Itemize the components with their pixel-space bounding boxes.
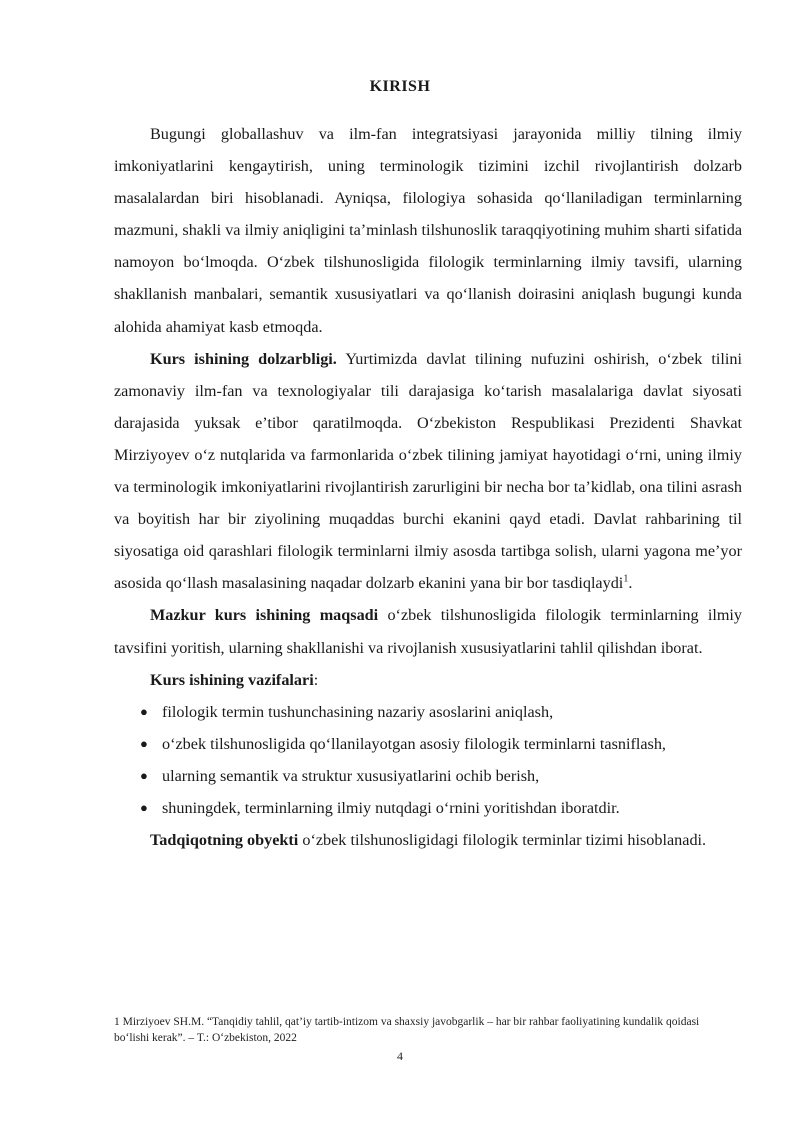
list-item-text: filologik termin tushunchasining nazariy asoslarini aniqlash,	[162, 702, 554, 721]
goal-text: o‘zbek tilshunosligida filologik terminlarning ilmiy tavsifini yoritish, ularning shakllanishi va rivojlanish xususiyatlarini tahlil qilishdan iborat.	[114, 606, 742, 657]
relevance-end: .	[628, 574, 633, 593]
list-item	[114, 792, 742, 824]
tasks-heading: Kurs ishining vazifalari	[150, 670, 314, 689]
body-text	[114, 118, 742, 856]
list-item-text: o‘zbek tilshunosligida qo‘llanilayotgan asosiy filologik terminlarni tasniflash,	[162, 734, 666, 753]
section-title: KIRISH	[369, 78, 431, 95]
list-item	[114, 760, 742, 792]
bullet-icon: ●	[140, 703, 148, 719]
object-paragraph	[114, 824, 742, 856]
page-number: 4	[397, 1049, 403, 1063]
footnote-text: Mirziyoev SH.M. “Tanqidiy tahlil, qat’iy tartib-intizom va shaxsiy javobgarlik – har bir rahbar faoliyatining kundalik qoidasi bo‘lishi kerak”. – T.: O‘zbekiston, 2022	[114, 1016, 700, 1044]
bullet-icon: ●	[140, 735, 148, 751]
intro-paragraph: Bugungi globallashuv va ilm-fan integratsiyasi jarayonida milliy tilning ilmiy imkoniyatlarini kengaytirish, uning terminologik tizimini izchil rivojlantirish dolzarb masalalardan biri hisoblanadi. Ayniqsa, filologiya sohasida qo‘llaniladigan terminlarning mazmuni, shakli va ilmiy aniqligini ta’minlash tilshunoslik taraqqiyotining muhim sharti sifatida namoyon bo‘lmoqda. O‘zbek tilshunosligida filologik terminlarning ilmiy tavsifi, ularning shakllanish manbalari, semantik xususiyatlari va qo‘llanish doirasini aniqlash bugungi kunda alohida ahamiyat kasb etmoqda.	[114, 125, 742, 336]
relevance-paragraph	[114, 343, 742, 600]
object-text: o‘zbek tilshunosligidagi filologik terminlar tizimi hisoblanadi.	[298, 831, 707, 850]
goal-paragraph	[114, 599, 742, 663]
footnote-number: 1	[114, 1016, 120, 1028]
relevance-text: Yurtimizda davlat tilining nufuzini oshirish, o‘zbek tilini zamonaviy ilm-fan va texnologiyalar tili darajasiga ko‘tarish masalalariga davlat siyosati darajasida yuksak e’tibor qaratilmoqda. O‘zbekiston Respublikasi Prezidenti Shavkat Mirziyoyev o‘z nutqlarida va farmonlarida o‘zbek tilining jamiyat hayotidagi o‘rni, uning ilmiy va terminologik imkoniyatlarini rivojlantirish zarurligini bir necha bor ta’kidlab, ona tilini asrash va boyitish har bir ziyolining muqaddas burchi ekanini qayd etadi. Davlat rahbarining til siyosatiga oid qarashlari filologik terminlarni ilmiy asosda tartibga solish, ularni yagona me’yor asosida qo‘llash masalasining naqadar dolzarb ekanini yana bir bor tasdiqlaydi	[114, 349, 742, 593]
relevance-heading: Kurs ishining dolzarbligi.	[150, 349, 337, 368]
tasks-list	[114, 696, 742, 824]
list-item	[114, 728, 742, 760]
footnote	[114, 1015, 734, 1046]
goal-heading: Mazkur kurs ishining maqsadi	[150, 606, 379, 625]
list-item-text: ularning semantik va struktur xususiyatlarini ochib berish,	[162, 766, 540, 785]
tasks-heading-line	[114, 664, 742, 696]
tasks-colon: :	[313, 670, 319, 689]
list-item-text: shuningdek, terminlarning ilmiy nutqdagi o‘rnini yoritishdan iboratdir.	[162, 798, 620, 817]
list-item	[114, 696, 742, 728]
bullet-icon: ●	[140, 767, 148, 783]
bullet-icon: ●	[140, 799, 148, 815]
object-heading: Tadqiqotning obyekti	[150, 831, 299, 850]
footnote-reference[interactable]: 1	[623, 573, 629, 585]
